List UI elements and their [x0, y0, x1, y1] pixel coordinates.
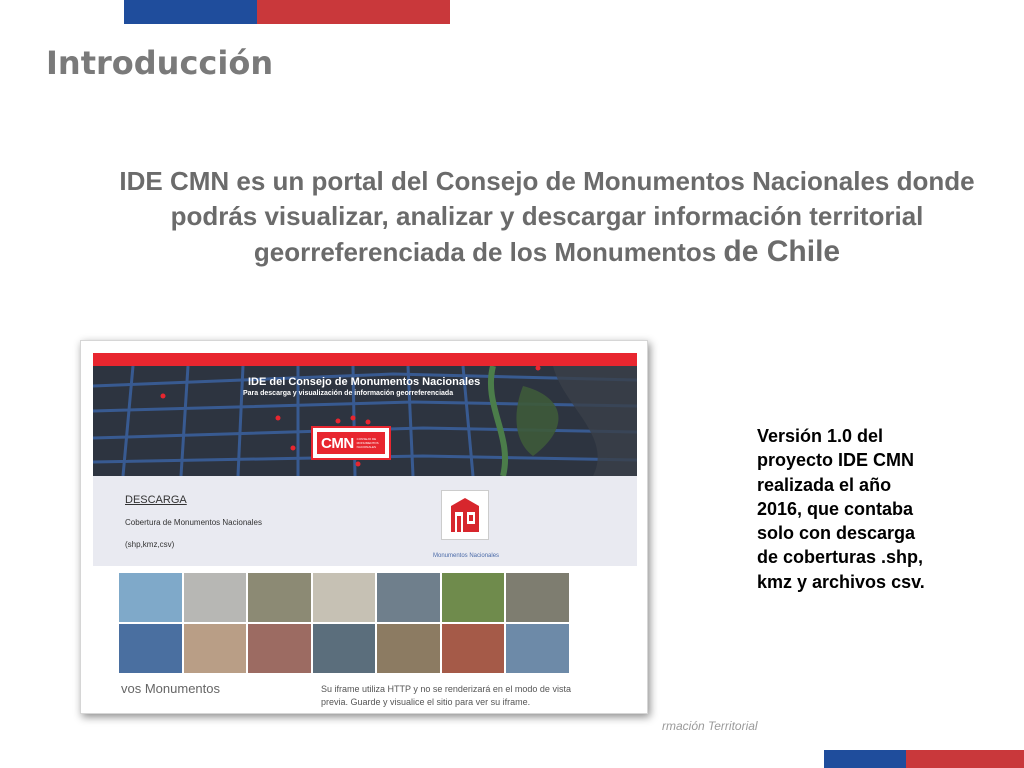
- footer-text: rmación Territorial: [662, 719, 758, 733]
- intro-line-3: [70, 234, 1024, 270]
- monument-photo: [248, 573, 311, 622]
- monument-photo: [442, 573, 505, 622]
- intro-paragraph: [70, 164, 1024, 270]
- intro-line-2: podrás visualizar, analizar y descargar información territorial: [170, 201, 924, 231]
- intro-line-3-end: de Chile: [723, 235, 841, 268]
- intro-line-1: IDE CMN es un portal del Consejo de Monumentos Nacionales donde: [119, 166, 975, 196]
- monument-photo: [184, 624, 247, 673]
- intro-line-3-main: georreferenciada de los Monumentos: [253, 237, 717, 267]
- monument-photo: [119, 573, 182, 622]
- portal-banner-subtitle: Para descarga y visualización de información georreferenciada: [243, 390, 454, 397]
- flag-red-segment: [906, 750, 1024, 768]
- download-title-link[interactable]: DESCARGA: [125, 494, 187, 506]
- monument-photo: [184, 573, 247, 622]
- monument-photo: [506, 624, 569, 673]
- monument-photo: [313, 573, 376, 622]
- flag-blue-segment: [124, 0, 257, 24]
- iframe-notice: Su iframe utiliza HTTP y no se renderizará en el modo de vista previa. Guarde y visualice el sitio para ver su iframe.: [321, 684, 571, 707]
- flag-blue-segment: [824, 750, 906, 768]
- bottom-flag-bar: [824, 750, 1024, 768]
- monument-photo: [248, 624, 311, 673]
- monument-photo: [442, 624, 505, 673]
- cmn-logo: [311, 426, 391, 460]
- monument-photo: [377, 624, 440, 673]
- download-formats: (shp,kmz,csv): [125, 540, 175, 549]
- portal-screenshot: [80, 340, 648, 714]
- monument-icon-graphic: [445, 494, 485, 536]
- flag-red-segment: [257, 0, 450, 24]
- monuments-footer-label: vos Monumentos: [121, 681, 220, 696]
- monument-photo: [506, 573, 569, 622]
- monument-building-icon[interactable]: [441, 490, 489, 540]
- cmn-logo-small-text: CONSEJO DE MONUMENTOS NACIONALES: [356, 437, 379, 449]
- monument-photo: [313, 624, 376, 673]
- slide-title: Introducción: [46, 44, 274, 82]
- top-flag-bar: [124, 0, 450, 24]
- monument-photo: [119, 624, 182, 673]
- portal-header-stripe: [93, 353, 637, 366]
- version-description: Versión 1.0 del proyecto IDE CMN realizada el año 2016, que contaba solo con descarga de coberturas .shp, kmz y archivos csv.: [757, 426, 925, 592]
- monument-photo: [377, 573, 440, 622]
- cmn-logo-text: CMN: [321, 434, 354, 452]
- monument-photo-grid: [119, 573, 569, 673]
- download-icon-caption: Monumentos Nacionales: [433, 553, 500, 559]
- portal-map-banner: [93, 366, 637, 476]
- portal-banner-title: IDE del Consejo de Monumentos Nacionales: [248, 376, 481, 388]
- download-description: Cobertura de Monumentos Nacionales: [125, 518, 262, 527]
- download-panel: [93, 476, 637, 566]
